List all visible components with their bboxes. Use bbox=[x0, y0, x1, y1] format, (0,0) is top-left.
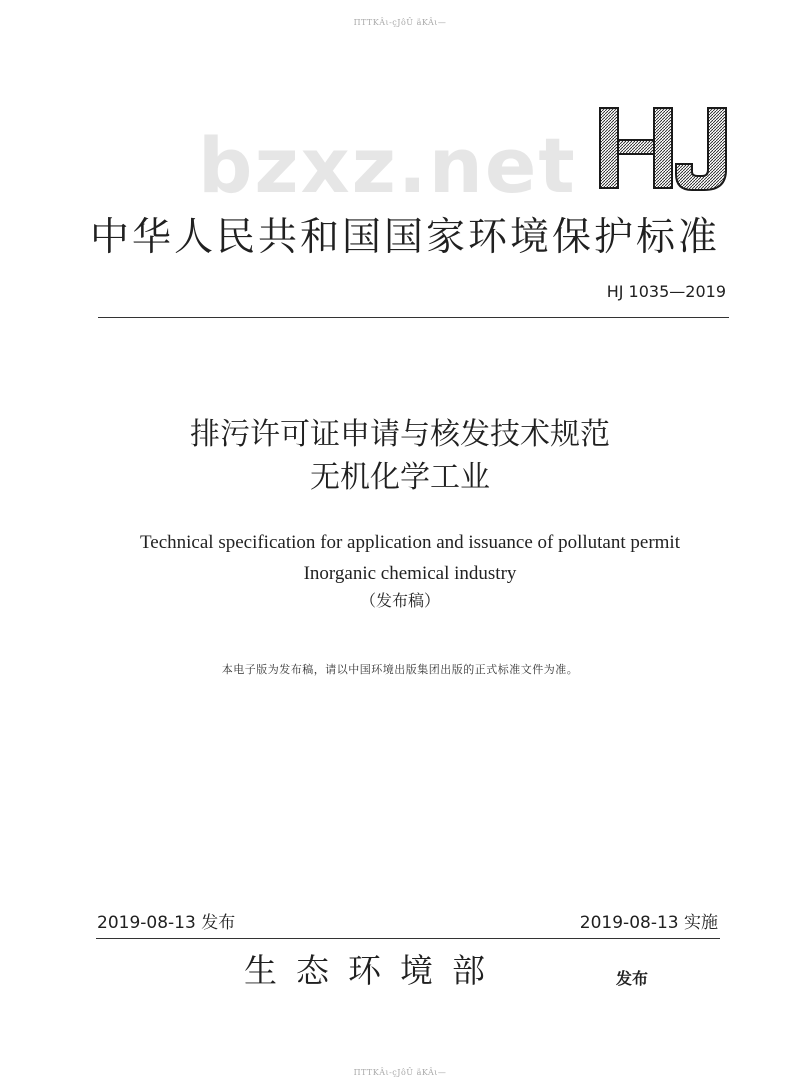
organization-title: 中华人民共和国国家环境保护标准 bbox=[90, 215, 721, 260]
draft-note: （发布稿） bbox=[359, 591, 440, 610]
standard-number: HJ 1035—2019 bbox=[606, 282, 726, 301]
edition-notice: 本电子版为发布稿，请以中国环境出版集团出版的正式标准文件为准。 bbox=[221, 663, 579, 676]
header-watermark: ΠΤΤΚÂι-çJôÛ äKÂι— bbox=[353, 18, 447, 27]
effective-date: 2019-08-13 实施 bbox=[579, 913, 718, 933]
issuer-name: 生态环境部 bbox=[244, 951, 504, 990]
footer-divider bbox=[96, 938, 720, 939]
issuer-suffix: 发布 bbox=[616, 969, 649, 988]
title-cn-line1: 排污许可证申请与核发技术规范 bbox=[190, 417, 610, 452]
site-watermark: bzxz.net bbox=[198, 121, 577, 210]
hj-standard-logo-icon bbox=[596, 102, 740, 194]
title-cn-line2: 无机化学工业 bbox=[310, 460, 490, 495]
footer-watermark: ΠΤΤΚÂι-çJôÛ äKÂι— bbox=[353, 1068, 447, 1077]
title-en-line1: Technical specification for application and issuance of pollutant permit bbox=[140, 532, 680, 553]
issued-date: 2019-08-13 发布 bbox=[97, 913, 236, 933]
header-divider bbox=[98, 317, 729, 318]
title-en-line2: Inorganic chemical industry bbox=[303, 563, 517, 584]
